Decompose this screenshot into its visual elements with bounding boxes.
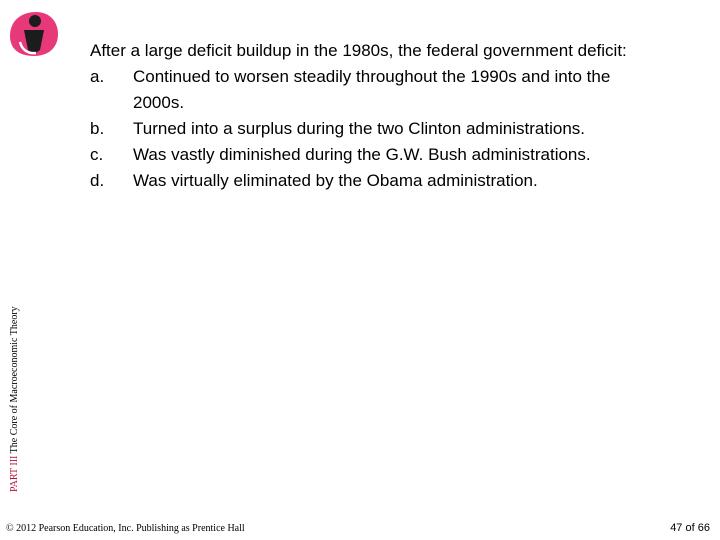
option-letter: a.	[90, 67, 105, 86]
page-of: of	[685, 522, 695, 534]
answer-options	[90, 64, 700, 194]
option-text: Continued to worsen steadily throughout the 1990s and into the 2000s.	[133, 67, 611, 112]
option-letter: c.	[90, 145, 104, 164]
option-text: Turned into a surplus during the two Clinton administrations.	[133, 119, 585, 138]
info-person-icon	[8, 10, 60, 58]
logo-graphic	[8, 10, 60, 58]
page-indicator	[670, 521, 710, 536]
option-text: Was virtually eliminated by the Obama administration.	[133, 171, 538, 190]
option-text: Was vastly diminished during the G.W. Bush administrations.	[133, 145, 591, 164]
option-letter: d.	[90, 171, 105, 190]
option-a	[90, 64, 700, 116]
option-c	[90, 142, 700, 168]
page-current: 47	[670, 522, 683, 534]
part-title: The Core of Macroeconomic Theory	[9, 306, 20, 454]
option-d	[90, 168, 700, 194]
question-text: After a large deficit buildup in the 1980s, the federal government deficit:	[90, 41, 627, 60]
option-letter: b.	[90, 119, 105, 138]
option-b	[90, 116, 700, 142]
slide-content	[90, 38, 700, 194]
side-part-label	[5, 306, 25, 492]
page-total: 66	[697, 522, 710, 534]
copyright-notice: © 2012 Pearson Education, Inc. Publishing as Prentice Hall	[6, 523, 245, 534]
part-number: PART III	[9, 455, 20, 492]
